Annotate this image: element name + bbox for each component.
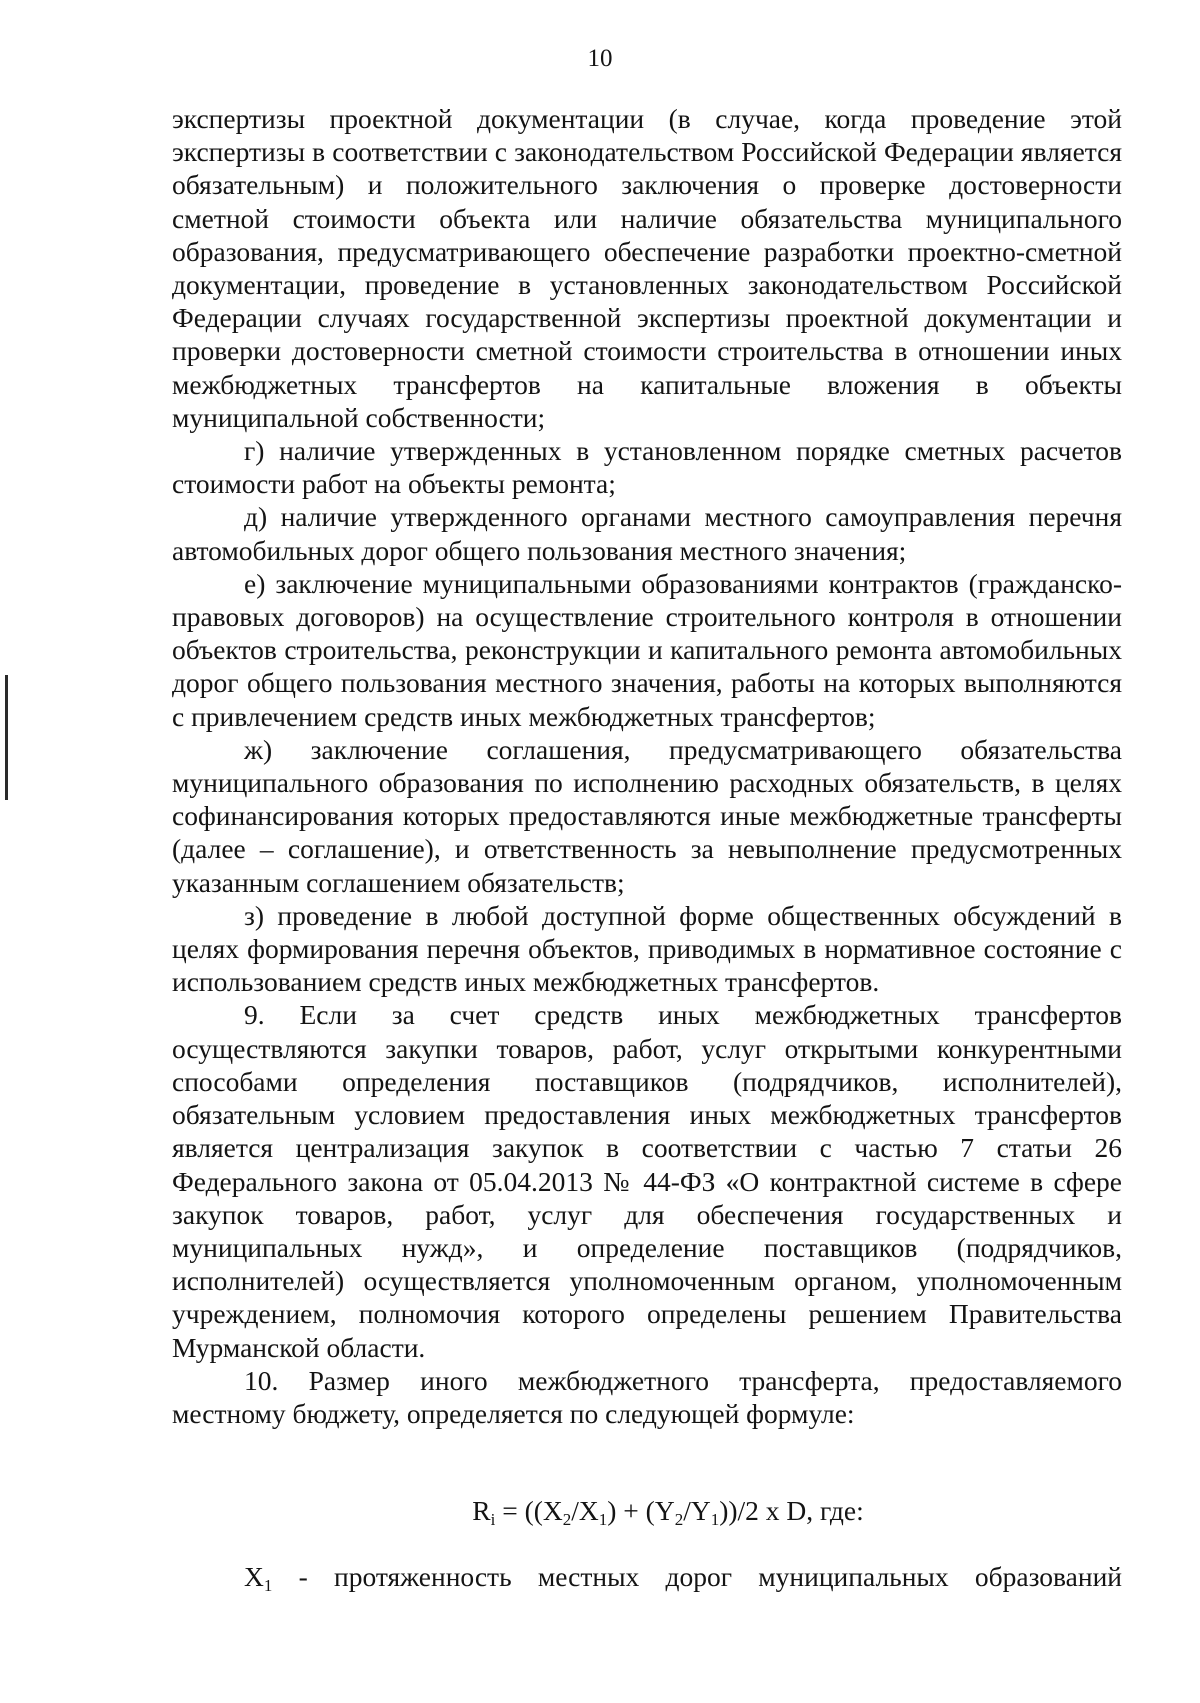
formula-sub: 1 — [710, 1510, 720, 1529]
page-number: 10 — [587, 45, 613, 72]
paragraph-item-zh: ж) заключение соглашения, предусматривающего обязательства муниципального образования по исполнению расходных обязательств, в целях софинансирования которых предоставляются иные межбюджетные трансферты (далее – соглашение), и ответственность за невыполнение предусмотренных указанным соглашением обязательств; — [172, 733, 1122, 898]
paragraph-item-e: е) заключение муниципальными образованиями контрактов (гражданско-правовых договоров) на осуществление строительного контроля в отношении объектов строительства, реконструкции и капитального ремонта автомобильных дорог общего пользования местного значения, работы на которых выполняются с привлечением средств иных межбюджетных трансфертов; — [172, 567, 1122, 732]
paragraph-clause-9: 9. Если за счет средств иных межбюджетных трансфертов осуществляются закупки товаров, работ, услуг открытыми конкурентными способами определения поставщиков (подрядчиков, исполнителей), обязательным условием предоставления иных межбюджетных трансфертов является централизация закупок в соответствии с частью 7 статьи 26 Федерального закона от 05.04.2013 № 44-ФЗ «О контрактной системе в сфере закупок товаров, работ, услуг для обеспечения государственных и муниципальных нужд», и определение поставщиков (подрядчиков, исполнителей) осуществляется уполномоченным органом, уполномоченным учреждением, полномочия которого определены решением Правительства Мурманской области. — [172, 999, 1122, 1363]
formula-r-sub: i — [490, 1510, 496, 1529]
paragraph-item-d: д) наличие утвержденного органами местного самоуправления перечня автомобильных дорог общего пользования местного значения; — [172, 501, 1122, 566]
formula — [0, 1494, 1200, 1528]
formula-r: R — [472, 1495, 491, 1526]
formula-part: ) + (Y — [607, 1495, 675, 1526]
definition-symbol-sub: 1 — [263, 1576, 273, 1595]
paragraph-item-g: г) наличие утвержденных в установленном порядке сметных расчетов стоимости работ на объекты ремонта; — [172, 435, 1122, 500]
formula-sub: 2 — [674, 1510, 684, 1529]
paragraph-continuation: экспертизы проектной документации (в случае, когда проведение этой экспертизы в соответствии с законодательством Российской Федерации является обязательным) и положительного заключения о проверке достоверности сметной стоимости объекта или наличие обязательства муниципального образования, предусматривающего обеспечение разработки проектно-сметной документации, проведение в установленных законодательством Российской Федерации случаях государственной экспертизы проектной документации и проверки достоверности сметной стоимости строительства в отношении иных межбюджетных трансфертов на капитальные вложения в объекты муниципальной собственности; — [172, 103, 1122, 433]
formula-part: = ((X — [495, 1495, 563, 1526]
formula-part: /Y — [683, 1495, 711, 1526]
formula-part: /X — [571, 1495, 599, 1526]
document-body — [172, 102, 1122, 1430]
paragraph-clause-10: 10. Размер иного межбюджетного трансферта, предоставляемого местному бюджету, определяется по следующей формуле: — [172, 1364, 1122, 1429]
formula-sub: 1 — [598, 1510, 608, 1529]
paragraph-item-z: з) проведение в любой доступной форме общественных обсуждений в целях формирования перечня объектов, приводимых в нормативное состояние с использованием средств иных межбюджетных трансфертов. — [172, 899, 1122, 998]
definition-text: - протяженность местных дорог муниципальных образований — [272, 1561, 1122, 1592]
formula-definition-x1 — [244, 1560, 1122, 1594]
formula-sub: 2 — [562, 1510, 572, 1529]
definition-symbol: X — [244, 1561, 264, 1592]
scan-margin-mark — [5, 675, 8, 800]
formula-part: ))/2 x D, где: — [719, 1495, 864, 1526]
